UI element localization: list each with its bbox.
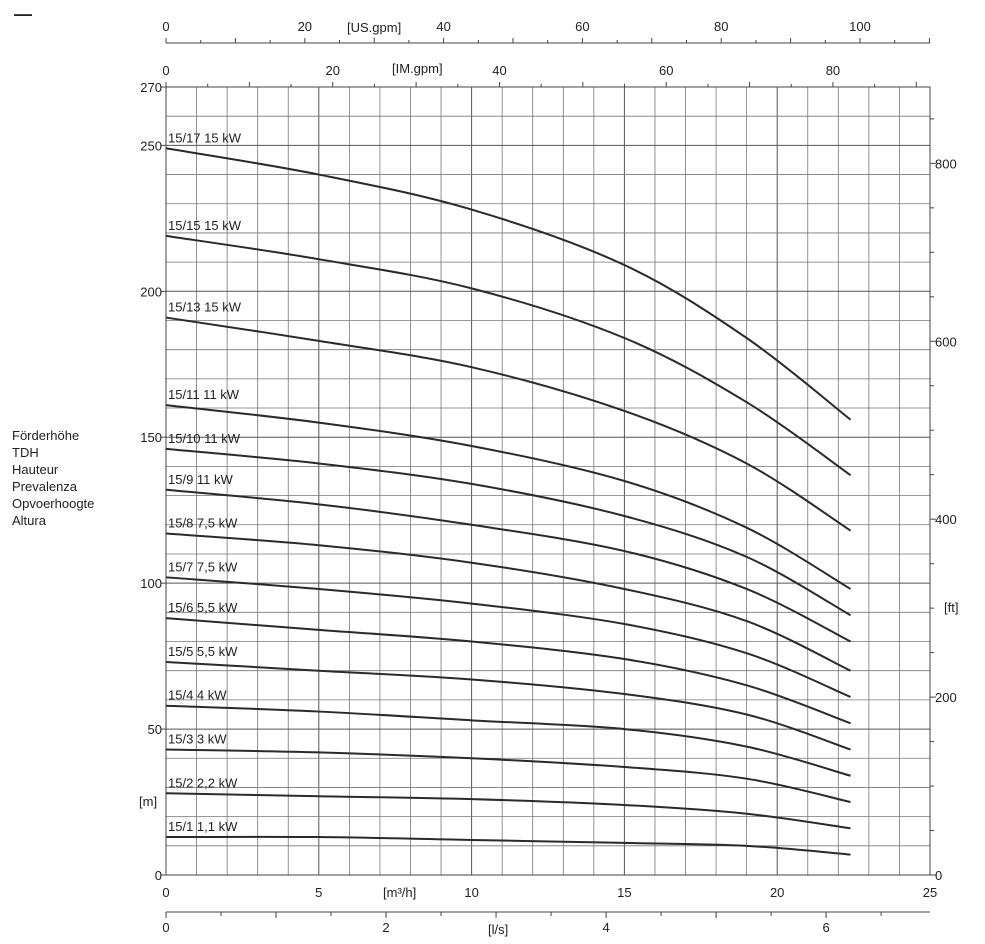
x-primary-tick-label: 0: [162, 885, 170, 900]
pump-curve: [166, 490, 851, 642]
curve-label: 15/10 11 kW: [168, 430, 241, 446]
curve-label: 15/4 4 kW: [168, 687, 227, 703]
grid: [166, 87, 930, 875]
x-impgpm-unit-label: [IM.gpm]: [392, 61, 443, 76]
pump-curve: [166, 706, 851, 776]
y-right-unit-label: [ft]: [944, 600, 959, 615]
curve-label: 15/15 15 kW: [168, 217, 241, 233]
x-usgpm-tick-label: 0: [162, 19, 170, 34]
curve-label: 15/7 7,5 kW: [168, 559, 238, 575]
y-right-tick-label: 200: [935, 690, 957, 706]
x-ls-tick-label: 0: [162, 920, 170, 935]
x-primary-tick-label: 25: [922, 885, 938, 900]
curve-label: 15/11 11 kW: [168, 387, 240, 403]
x-ls-unit-label: [l/s]: [488, 922, 509, 937]
x-ls-tick-label: 2: [382, 920, 390, 935]
pump-curve: [166, 750, 851, 803]
pump-curve: [166, 405, 851, 589]
x-primary-unit-label: [m³/h]: [383, 885, 417, 900]
plot-frame: [166, 87, 930, 875]
x-impgpm-tick-label: 40: [492, 63, 507, 78]
curve-label: 15/1 1,1 kW: [168, 819, 238, 835]
y-side-label: Hauteur: [12, 462, 59, 477]
y-right-tick-label: 800: [935, 156, 957, 172]
x-impgpm-tick-label: 20: [325, 63, 340, 78]
curve-label: 15/13 15 kW: [168, 299, 241, 315]
x-impgpm-tick-label: 0: [162, 63, 170, 78]
pump-curve: [166, 793, 851, 828]
y-side-label-group: [12, 428, 94, 528]
y-side-label: Prevalenza: [12, 479, 78, 494]
y-right-tick-label: 400: [935, 512, 957, 528]
x-primary-tick-label: 15: [617, 885, 632, 900]
y-left-tick-label: 150: [140, 430, 162, 446]
x-primary-tick-label: 20: [769, 885, 785, 900]
pump-curve: [166, 662, 851, 750]
x-usgpm-tick-label: 100: [849, 19, 871, 34]
y-side-label: Opvoerhoogte: [12, 496, 95, 511]
pump-curve: [166, 577, 851, 697]
x-primary-tick-label: 5: [315, 885, 323, 900]
corner-mark: ▬▬▬: [14, 12, 32, 18]
x-impgpm-tick-label: 80: [825, 63, 841, 78]
x-usgpm-tick-label: 40: [436, 19, 451, 34]
curve-label: 15/5 5,5 kW: [168, 643, 238, 659]
y-left-tick-label: 270: [140, 80, 162, 95]
curve-labels: [168, 130, 242, 834]
curve-label: 15/9 11 kW: [168, 471, 233, 487]
y-right-tick-label: 600: [935, 334, 957, 350]
x-ls-tick-label: 6: [822, 920, 830, 935]
y-left-tick-label: 200: [140, 284, 162, 300]
y-left-tick-label: 0: [154, 868, 162, 883]
x-usgpm-tick-label: 60: [575, 19, 590, 34]
y-right-tick-label: 0: [935, 868, 943, 883]
curve-label: 15/3 3 kW: [168, 731, 227, 747]
curves: [166, 148, 851, 854]
curve-label: 15/6 5,5 kW: [168, 600, 238, 616]
x-usgpm-unit-label: [US.gpm]: [347, 20, 402, 35]
x-usgpm-tick-label: 80: [713, 19, 729, 34]
y-side-label: Förderhöhe: [12, 428, 80, 443]
y-left-tick-label: 50: [147, 722, 162, 738]
y-side-label: TDH: [12, 445, 39, 460]
x-ls-tick-label: 4: [602, 920, 610, 935]
pump-curve: [166, 236, 851, 475]
x-usgpm-tick-label: 20: [297, 19, 313, 34]
x-impgpm-tick-label: 60: [658, 63, 674, 78]
y-left-tick-label: 100: [140, 576, 162, 592]
y-left-tick-label: 250: [140, 138, 162, 154]
curve-label: 15/8 7,5 kW: [168, 515, 238, 531]
curve-label: 15/2 2,2 kW: [168, 775, 238, 791]
curve-label: 15/17 15 kW: [168, 130, 241, 146]
y-left-unit-label: [m]: [139, 794, 158, 809]
y-side-label: Altura: [12, 513, 46, 528]
x-primary-tick-label: 10: [464, 885, 479, 900]
